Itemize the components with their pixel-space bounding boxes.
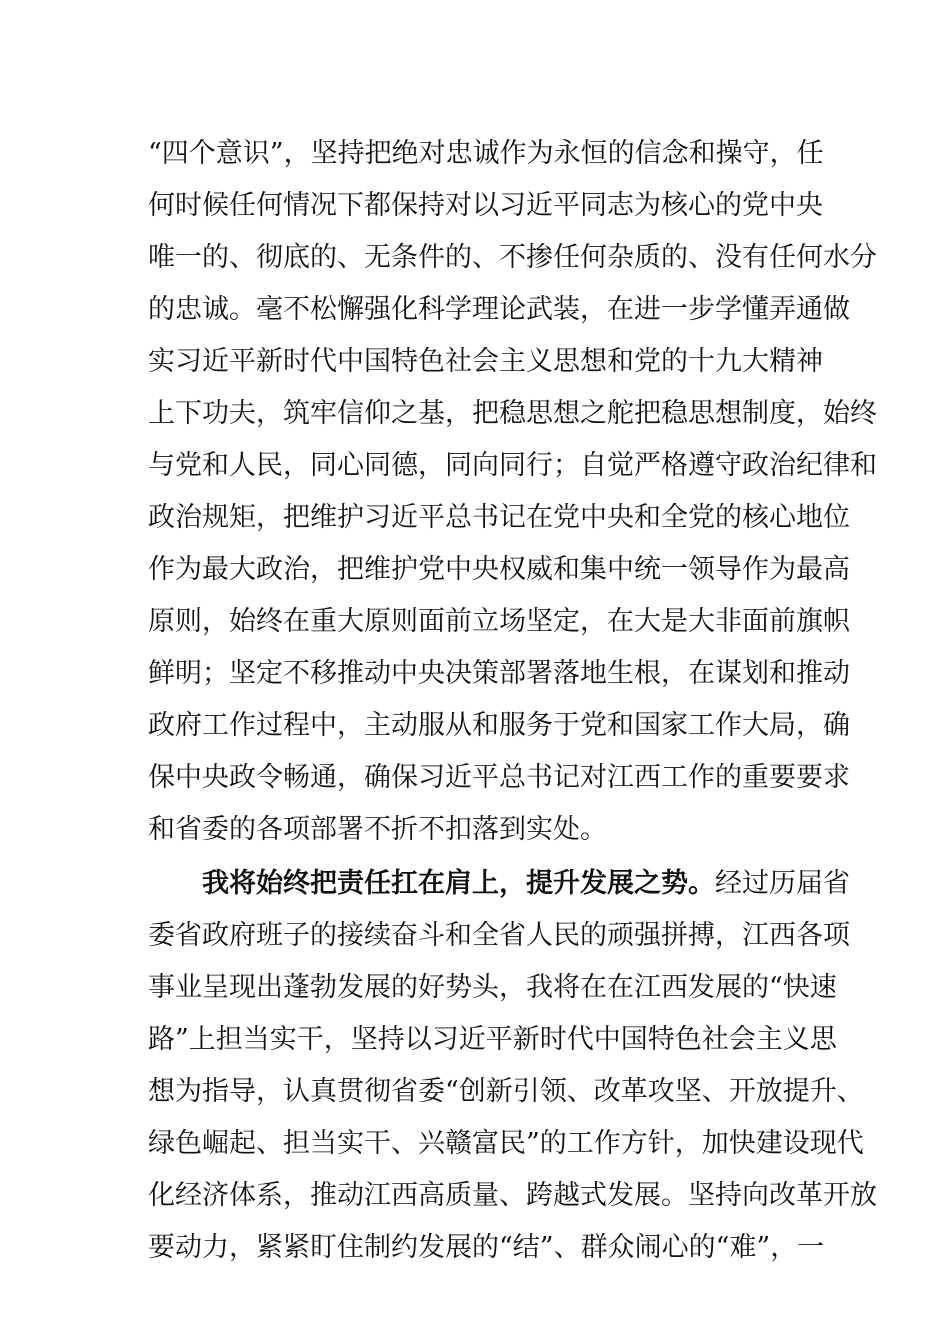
paragraph-line: “四个意识”，坚持把绝对忠诚作为永恒的信念和操守，任: [148, 138, 824, 169]
paragraph-line: 绿色崛起、担当实干、兴赣富民”的工作方针，加快建设现代: [148, 1128, 864, 1159]
paragraph-1: [148, 128, 877, 856]
paragraph-2: [148, 858, 877, 1274]
paragraph-line: 要动力，紧紧盯住制约发展的“结”、群众闹心的“难”，一: [148, 1232, 825, 1263]
paragraph-line: 事业呈现出蓬勃发展的好势头，我将在在江西发展的“快速: [148, 972, 837, 1003]
paragraph-line: 原则，始终在重大原则面前立场坚定，在大是大非面前旗帜: [148, 606, 850, 637]
paragraph-first-line-rest: 经过历届省: [715, 868, 850, 899]
paragraph-line: 实习近平新时代中国特色社会主义思想和党的十九大精神: [148, 346, 823, 377]
paragraph-line: 的忠诚。毫不松懈强化科学理论武装，在进一步学懂弄通做: [148, 294, 850, 325]
paragraph-line: 鲜明；坚定不移推动中央决策部署落地生根，在谋划和推动: [148, 658, 850, 689]
paragraph-first-line: [148, 858, 850, 910]
paragraph-line: 和省委的各项部署不折不扣落到实处。: [148, 814, 607, 845]
paragraph-line: 路”上担当实干，坚持以习近平新时代中国特色社会主义思: [148, 1024, 837, 1055]
document-body: [148, 128, 877, 1274]
paragraph-line: 政府工作过程中，主动服从和服务于党和国家工作大局，确: [148, 710, 850, 741]
paragraph-line: 保中央政令畅通，确保习近平总书记对江西工作的重要要求: [148, 762, 850, 793]
paragraph-line: 作为最大政治，把维护党中央权威和集中统一领导作为最高: [148, 554, 850, 585]
paragraph-line: 上下功夫，筑牢信仰之基，把稳思想之舵把稳思想制度，始终: [148, 398, 877, 429]
paragraph-line: 与党和人民，同心同德，同向同行；自觉严格遵守政治纪律和: [148, 450, 877, 481]
paragraph-line: 化经济体系，推动江西高质量、跨越式发展。坚持向改革开放: [148, 1180, 877, 1211]
paragraph-line: 唯一的、彻底的、无条件的、不掺任何杂质的、没有任何水分: [148, 242, 877, 273]
paragraph-line: 想为指导，认真贯彻省委“创新引领、改革攻坚、开放提升、: [148, 1076, 864, 1107]
paragraph-heading: 我将始终把责任扛在肩上，提升发展之势。: [202, 868, 715, 899]
paragraph-line: 何时候任何情况下都保持对以习近平同志为核心的党中央: [148, 190, 823, 221]
paragraph-line: 政治规矩，把维护习近平总书记在党中央和全党的核心地位: [148, 502, 850, 533]
paragraph-line: 委省政府班子的接续奋斗和全省人民的顽强拼搏，江西各项: [148, 920, 850, 951]
